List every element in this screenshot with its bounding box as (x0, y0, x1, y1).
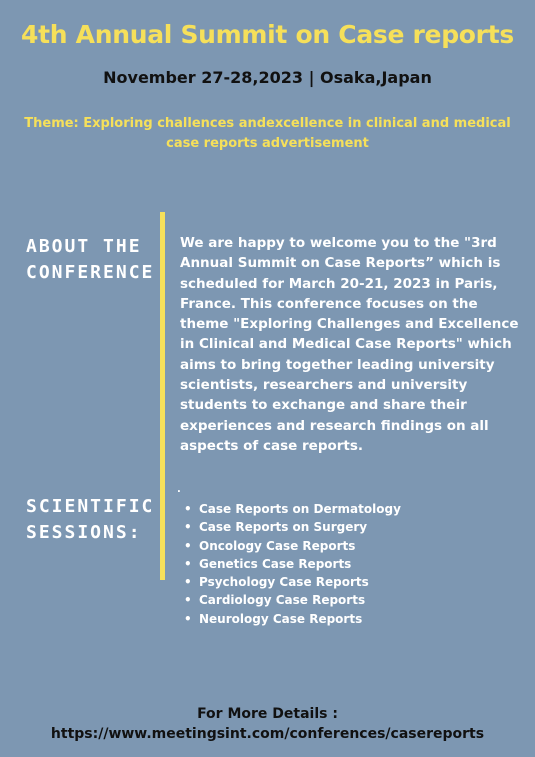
stray-dot: . (177, 484, 181, 495)
website-link[interactable]: https://www.meetingsint.com/conferences/casereports (50, 726, 485, 742)
bullet-icon: • (184, 593, 192, 608)
list-item (184, 518, 401, 536)
session-label: Case Reports on Surgery (199, 520, 368, 535)
list-item (184, 555, 401, 573)
session-label: Oncology Case Reports (199, 538, 356, 553)
bullet-icon: • (184, 502, 192, 516)
session-label: Psychology Case Reports (199, 575, 369, 590)
theme-text: Theme: Exploring challences andexcellence in clinical and medical case reports advertisement (24, 116, 511, 151)
date-location: November 27-28,2023 | Osaka,Japan (103, 68, 432, 87)
list-item (184, 500, 401, 518)
bullet-icon: • (184, 575, 192, 590)
session-label: Neurology Case Reports (199, 611, 363, 626)
list-item (184, 573, 401, 591)
session-label: Genetics Case Reports (199, 556, 352, 571)
bullet-icon: • (184, 556, 192, 571)
bullet-icon: • (184, 520, 192, 535)
sessions-label: SCIENTIFIC SESSIONS: (26, 496, 155, 543)
session-label: Case Reports on Dermatology (199, 502, 401, 516)
session-label: Cardiology Case Reports (199, 593, 366, 608)
more-details-label: For More Details : (197, 706, 338, 722)
sessions-list (184, 500, 401, 628)
about-text: We are happy to welcome you to the "3rd Annual Summit on Case Reports” which is scheduled for March 20-21, 2023 in Paris, France. This conference focuses on the theme "Exploring Challenges and Excellence in Clinical and Medical Case Reports" which aims to bring together leading university scientists, researchers and university students to exchange and share their experiences and research findings on all aspects of case reports. (180, 235, 519, 454)
about-label: ABOUT THE CONFERENCE (26, 236, 155, 283)
bullet-icon: • (184, 538, 192, 553)
vertical-divider (160, 212, 165, 580)
list-item (184, 610, 401, 628)
list-item (184, 591, 401, 609)
bullet-icon: • (184, 611, 192, 626)
summit-title: 4th Annual Summit on Case reports (21, 20, 514, 49)
list-item (184, 537, 401, 555)
